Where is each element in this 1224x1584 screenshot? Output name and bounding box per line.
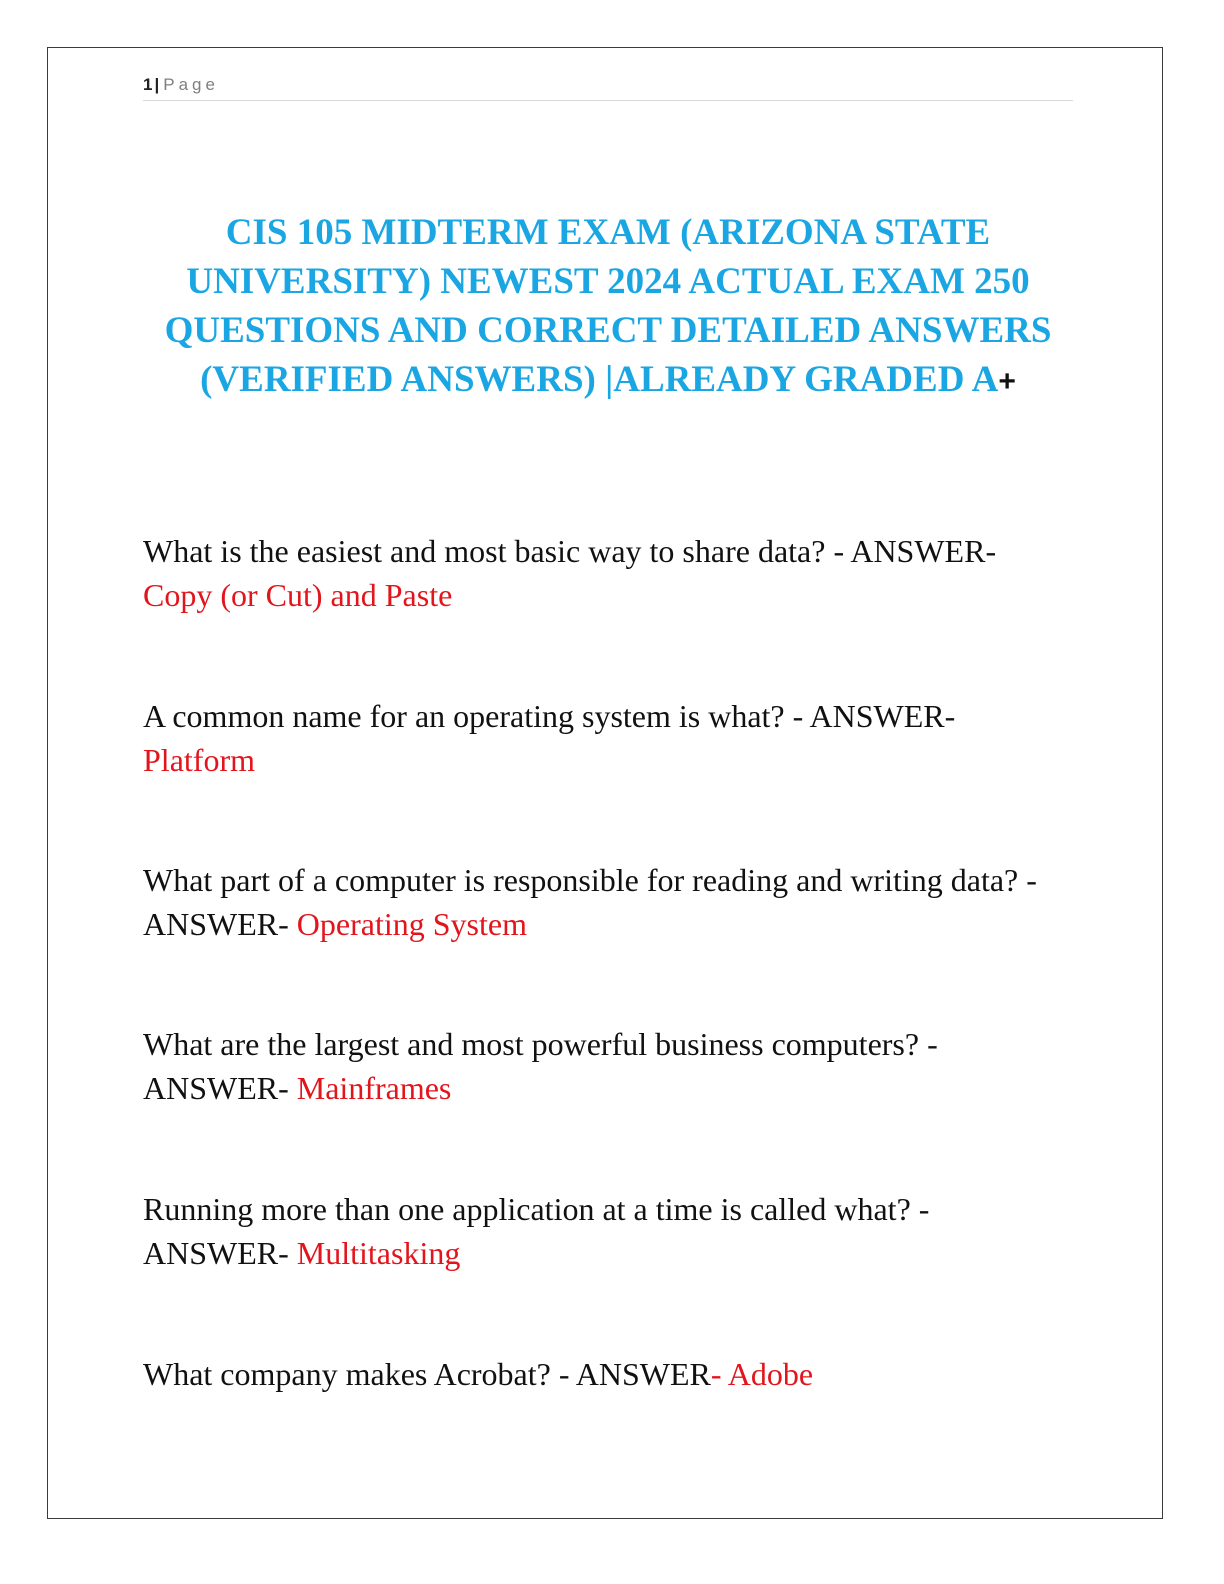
answer-text: Operating System bbox=[296, 906, 527, 942]
qa-item-6 bbox=[143, 1352, 1073, 1396]
qa-item-4 bbox=[143, 1022, 1073, 1110]
answer-text: Mainframes bbox=[296, 1070, 452, 1106]
answer-text: Copy (or Cut) and Paste bbox=[143, 577, 453, 613]
document-title-text: CIS 105 MIDTERM EXAM (ARIZONA STATE UNIVERSITY) NEWEST 2024 ACTUAL EXAM 250 QUESTIONS AND CORRECT DETAILED ANSWERS (VERIFIED ANSWERS) |ALREADY GRADED A bbox=[164, 212, 1052, 400]
question-text: Running more than one application at a time is called what? - ANSWER- bbox=[143, 1191, 930, 1271]
page-separator: | bbox=[154, 75, 160, 94]
qa-item-2 bbox=[143, 694, 1073, 782]
page-label: Page bbox=[163, 75, 219, 94]
page-number: 1 bbox=[143, 75, 153, 94]
question-text: What part of a computer is responsible for reading and writing data? - ANSWER- bbox=[143, 862, 1037, 942]
answer-text: - Adobe bbox=[710, 1356, 814, 1392]
question-text: What company makes Acrobat? - ANSWER bbox=[143, 1356, 711, 1392]
answer-text: Multitasking bbox=[296, 1235, 461, 1271]
question-text: What is the easiest and most basic way to share data? - ANSWER- bbox=[143, 533, 997, 569]
answer-text: Platform bbox=[143, 742, 255, 778]
document-title-suffix: + bbox=[998, 365, 1016, 398]
page-header bbox=[143, 74, 1073, 101]
question-text: A common name for an operating system is what? - ANSWER- bbox=[143, 698, 956, 734]
qa-item-3 bbox=[143, 858, 1073, 946]
qa-item-1 bbox=[143, 529, 1073, 617]
qa-item-5 bbox=[143, 1187, 1073, 1275]
document-title bbox=[143, 208, 1073, 406]
question-text: What are the largest and most powerful business computers? - ANSWER- bbox=[143, 1026, 938, 1106]
